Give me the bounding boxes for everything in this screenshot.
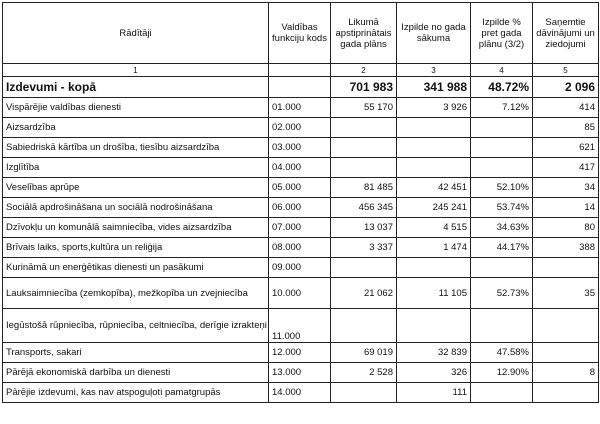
row-code: 13.000 (269, 363, 331, 383)
row-exec: 4 515 (397, 218, 471, 238)
row-pct: 47.58% (471, 343, 533, 363)
row-plan (331, 258, 397, 278)
row-pct: 44.17% (471, 238, 533, 258)
row-label: Transports, sakari (3, 343, 269, 363)
row-plan: 3 337 (331, 238, 397, 258)
row-exec: 1 474 (397, 238, 471, 258)
row-donations: 85 (533, 118, 599, 138)
row-donations: 34 (533, 178, 599, 198)
row-exec: 326 (397, 363, 471, 383)
row-donations: 14 (533, 198, 599, 218)
column-number (269, 64, 331, 77)
header-row (3, 3, 599, 64)
row-label: Iegūstošā rūpniecība, rūpniecība, celtniecība, derīgie izrakteņi (3, 309, 269, 343)
row-plan (331, 309, 397, 343)
row-exec: 11 105 (397, 278, 471, 309)
total-donations: 2 096 (533, 77, 599, 98)
row-donations: 8 (533, 363, 599, 383)
total-label: Izdevumi - kopā (3, 77, 269, 98)
row-code: 01.000 (269, 98, 331, 118)
row-label: Kurināmā un enerģētikas dienesti un pasākumi (3, 258, 269, 278)
row-label: Izglītība (3, 158, 269, 178)
row-donations: 414 (533, 98, 599, 118)
row-label: Dzīvokļu un komunālā saimniecība, vides aizsardzība (3, 218, 269, 238)
row-plan (331, 138, 397, 158)
header-indicator: Rādītāji (3, 3, 269, 64)
row-exec (397, 258, 471, 278)
row-plan: 456 345 (331, 198, 397, 218)
row-label: Sociālā apdrošināšana un sociālā nodrošināšana (3, 198, 269, 218)
row-pct: 53.74% (471, 198, 533, 218)
row-pct: 52.73% (471, 278, 533, 309)
column-number: 2 (331, 64, 397, 77)
row-pct: 12.90% (471, 363, 533, 383)
row-label: Pārējie izdevumi, kas nav atspoguļoti pamatgrupās (3, 383, 269, 403)
row-code: 02.000 (269, 118, 331, 138)
table-row (3, 309, 599, 343)
row-pct (471, 383, 533, 403)
row-exec (397, 309, 471, 343)
row-code: 14.000 (269, 383, 331, 403)
row-code: 12.000 (269, 343, 331, 363)
total-pct: 48.72% (471, 77, 533, 98)
row-plan (331, 118, 397, 138)
row-pct (471, 158, 533, 178)
row-donations: 80 (533, 218, 599, 238)
row-code: 09.000 (269, 258, 331, 278)
header-code: Valdības funkciju kods (269, 3, 331, 64)
row-pct (471, 118, 533, 138)
row-code: 03.000 (269, 138, 331, 158)
header-pct: Izpilde % pret gada plānu (3/2) (471, 3, 533, 64)
total-row (3, 77, 599, 98)
table-row (3, 158, 599, 178)
row-exec: 42 451 (397, 178, 471, 198)
column-number: 5 (533, 64, 599, 77)
row-pct: 34.63% (471, 218, 533, 238)
row-code: 06.000 (269, 198, 331, 218)
table-row (3, 98, 599, 118)
row-label: Brīvais laiks, sports,kultūra un reliģija (3, 238, 269, 258)
budget-table (2, 2, 599, 403)
row-donations (533, 383, 599, 403)
header-exec: Izpilde no gada sākuma (397, 3, 471, 64)
total-plan: 701 983 (331, 77, 397, 98)
row-exec: 3 926 (397, 98, 471, 118)
row-label: Sabiedriskā kārtība un drošība, tiesību aizsardzība (3, 138, 269, 158)
table-row (3, 343, 599, 363)
row-exec: 245 241 (397, 198, 471, 218)
row-label: Veselības aprūpe (3, 178, 269, 198)
row-donations (533, 343, 599, 363)
row-plan (331, 383, 397, 403)
row-plan: 2 528 (331, 363, 397, 383)
column-number: 1 (3, 64, 269, 77)
row-donations: 388 (533, 238, 599, 258)
row-pct: 52.10% (471, 178, 533, 198)
column-number: 3 (397, 64, 471, 77)
row-donations: 417 (533, 158, 599, 178)
row-plan: 21 062 (331, 278, 397, 309)
row-label: Vispārējie valdības dienesti (3, 98, 269, 118)
row-label: Aizsardzība (3, 118, 269, 138)
header-plan: Likumā apstiprinātais gada plāns (331, 3, 397, 64)
row-plan: 81 485 (331, 178, 397, 198)
row-pct: 7.12% (471, 98, 533, 118)
table-row (3, 178, 599, 198)
row-label: Lauksaimniecība (zemkopība), mežkopība un zvejniecība (3, 278, 269, 309)
row-code: 10.000 (269, 278, 331, 309)
total-code (269, 77, 331, 98)
column-number-row (3, 64, 599, 77)
row-plan (331, 158, 397, 178)
table-row (3, 363, 599, 383)
table-row (3, 383, 599, 403)
row-exec: 32 839 (397, 343, 471, 363)
row-donations (533, 258, 599, 278)
table-row (3, 138, 599, 158)
row-pct (471, 258, 533, 278)
table-row (3, 278, 599, 309)
row-pct (471, 309, 533, 343)
table-row (3, 218, 599, 238)
row-plan: 55 170 (331, 98, 397, 118)
table-row (3, 238, 599, 258)
row-label: Pārējā ekonomiskā darbība un dienesti (3, 363, 269, 383)
row-plan: 69 019 (331, 343, 397, 363)
row-exec: 111 (397, 383, 471, 403)
total-exec: 341 988 (397, 77, 471, 98)
column-number: 4 (471, 64, 533, 77)
table-row (3, 118, 599, 138)
header-donations: Saņemtie dāvinājumi un ziedojumi (533, 3, 599, 64)
row-exec (397, 118, 471, 138)
table-row (3, 258, 599, 278)
row-exec (397, 158, 471, 178)
row-code: 07.000 (269, 218, 331, 238)
row-code: 04.000 (269, 158, 331, 178)
row-donations: 621 (533, 138, 599, 158)
row-pct (471, 138, 533, 158)
row-code: 08.000 (269, 238, 331, 258)
row-code: 11.000 (269, 309, 331, 343)
row-donations: 35 (533, 278, 599, 309)
row-donations (533, 309, 599, 343)
row-plan: 13 037 (331, 218, 397, 238)
row-exec (397, 138, 471, 158)
row-code: 05.000 (269, 178, 331, 198)
table-row (3, 198, 599, 218)
